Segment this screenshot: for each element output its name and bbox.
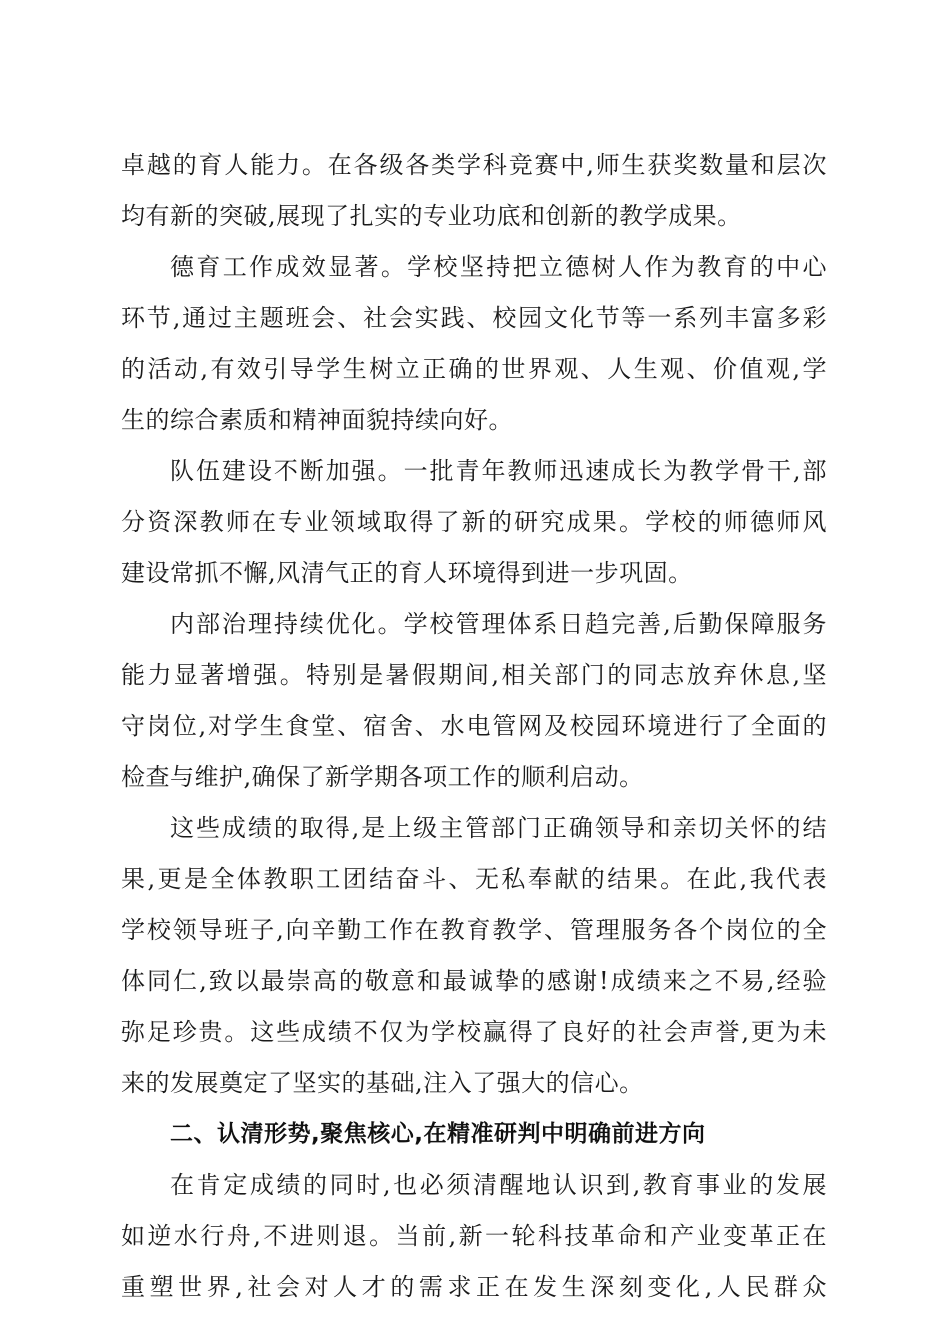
text-line: 重塑世界,社会对人才的需求正在发生深刻变化,人民群众 (121, 1273, 827, 1301)
text-line: 分资深教师在专业领域取得了新的研究成果。学校的师德师风 (121, 508, 827, 536)
document-body (121, 140, 827, 1313)
text-line: 生的综合素质和精神面貌持续向好。 (121, 406, 513, 434)
paragraph-start-line: 在肯定成绩的同时,也必须清醒地认识到,教育事业的发展 (170, 1171, 827, 1199)
paragraph-start-line: 德育工作成效显著。学校坚持把立德树人作为教育的中心 (170, 253, 827, 281)
paragraph-start-line: 内部治理持续优化。学校管理体系日趋完善,后勤保障服务 (170, 610, 827, 638)
text-line: 来的发展奠定了坚实的基础,注入了强大的信心。 (121, 1069, 644, 1097)
text-line: 体同仁,致以最崇高的敬意和最诚挚的感谢!成绩来之不易,经验 (121, 967, 827, 995)
section-heading: 二、认清形势,聚焦核心,在精准研判中明确前进方向 (170, 1121, 706, 1147)
paragraph-start-line: 这些成绩的取得,是上级主管部门正确领导和亲切关怀的结 (170, 814, 827, 842)
text-line: 如逆水行舟,不进则退。当前,新一轮科技革命和产业变革正在 (121, 1222, 827, 1250)
text-line: 学校领导班子,向辛勤工作在教育教学、管理服务各个岗位的全 (121, 916, 827, 944)
text-line: 检查与维护,确保了新学期各项工作的顺利启动。 (121, 763, 644, 791)
text-line: 卓越的育人能力。在各级各类学科竞赛中,师生获奖数量和层次 (121, 151, 827, 179)
text-line: 均有新的突破,展现了扎实的专业功底和创新的教学成果。 (121, 202, 742, 230)
paragraph-start-line: 队伍建设不断加强。一批青年教师迅速成长为教学骨干,部 (170, 457, 827, 485)
text-line: 建设常抓不懈,风清气正的育人环境得到进一步巩固。 (121, 559, 693, 587)
text-line: 能力显著增强。特别是暑假期间,相关部门的同志放弃休息,坚 (121, 661, 827, 689)
text-line: 环节,通过主题班会、社会实践、校园文化节等一系列丰富多彩 (121, 304, 827, 332)
text-line: 的活动,有效引导学生树立正确的世界观、人生观、价值观,学 (121, 355, 827, 383)
text-line: 弥足珍贵。这些成绩不仅为学校赢得了良好的社会声誉,更为未 (121, 1018, 827, 1046)
text-line: 守岗位,对学生食堂、宿舍、水电管网及校园环境进行了全面的 (121, 712, 827, 740)
text-line: 果,更是全体教职工团结奋斗、无私奉献的结果。在此,我代表 (121, 865, 827, 893)
